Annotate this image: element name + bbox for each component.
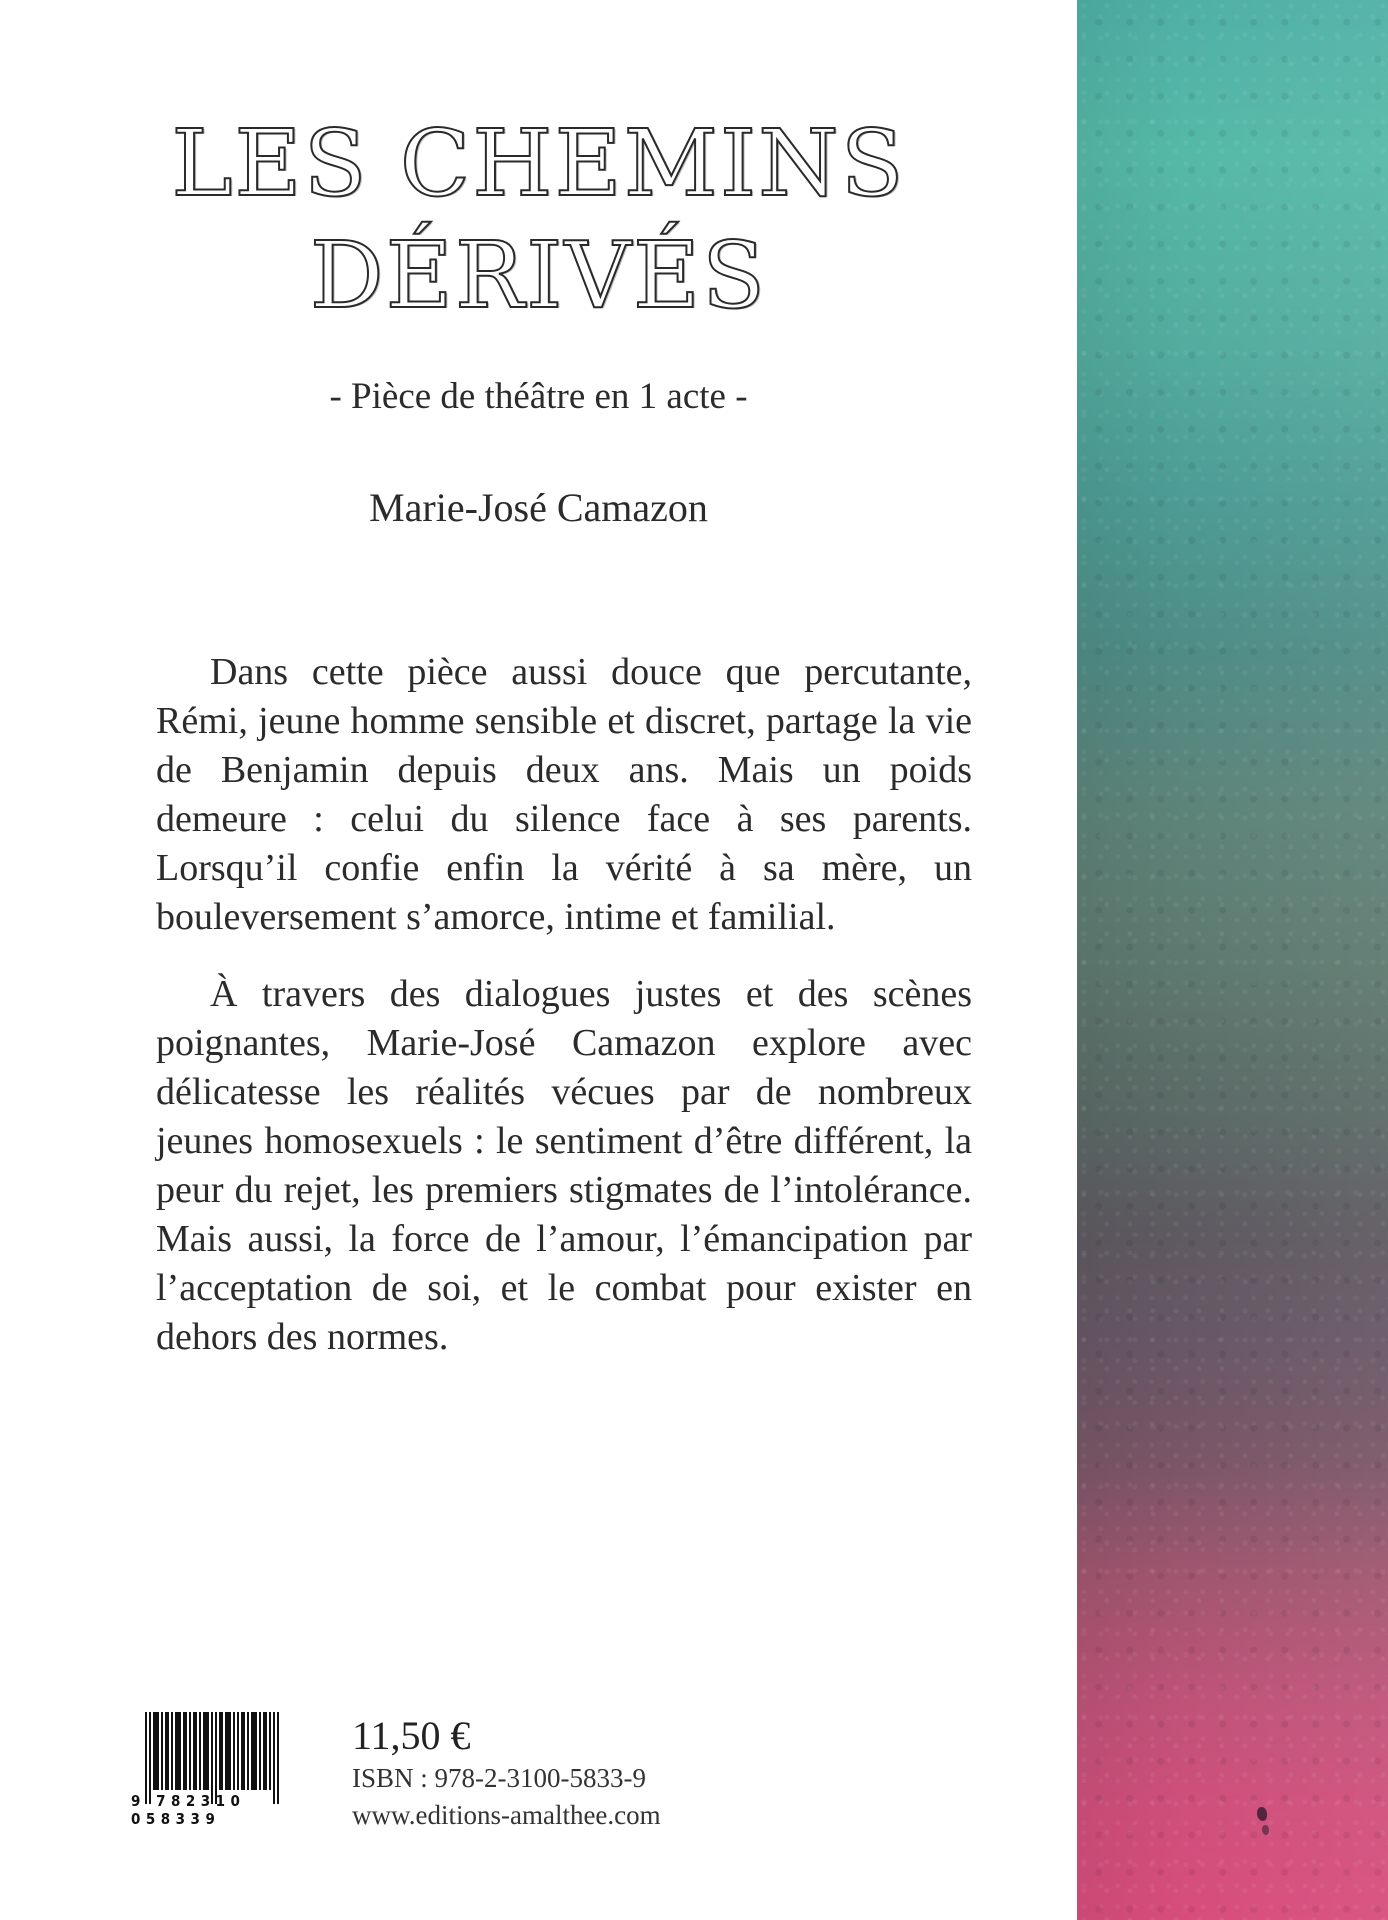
author-name: Marie-José Camazon bbox=[369, 485, 708, 530]
book-subtitle: - Pièce de théâtre en 1 acte - bbox=[329, 376, 748, 417]
book-title-line-2: DÉRIVÉS bbox=[309, 222, 768, 329]
isbn: ISBN : 978-2-3100-5833-9 bbox=[352, 1763, 646, 1793]
barcode bbox=[131, 1712, 331, 1828]
dark-speck-icon bbox=[1262, 1825, 1269, 1835]
price: 11,50 € bbox=[352, 1713, 471, 1758]
decorative-gradient-strip bbox=[1077, 0, 1388, 1920]
blurb-paragraph-1: Dans cette pièce aussi douce que percutante, Rémi, jeune homme sensible et discret, partage la vie de Benjamin depuis deux ans. Mais un poids demeure : celui du silence face à ses parents. Lorsqu’il confie enfin la vérité à sa mère, un bouleversement s’amorce, intime et familial. bbox=[156, 651, 972, 938]
publisher-website-link[interactable]: www.editions-amalthee.com bbox=[352, 1800, 661, 1830]
dark-speck-icon bbox=[1257, 1807, 1267, 1821]
book-title-line-1: LES CHEMINS bbox=[171, 110, 906, 217]
barcode-bars-icon bbox=[145, 1712, 331, 1804]
blurb-paragraph-2: À travers des dialogues justes et des scènes poignantes, Marie-José Camazon explore avec délicatesse les réalités vécues par de nombreux jeunes homosexuels : le sentiment d’être différent, la peur du rejet, les premiers stigmates de l’intolérance. Mais aussi, la force de l’amour, l’émancipation par l’acceptation de soi, et le combat pour exister en dehors des normes. bbox=[156, 973, 972, 1358]
barcode-digits: 9 782310 058339 bbox=[131, 1792, 246, 1828]
